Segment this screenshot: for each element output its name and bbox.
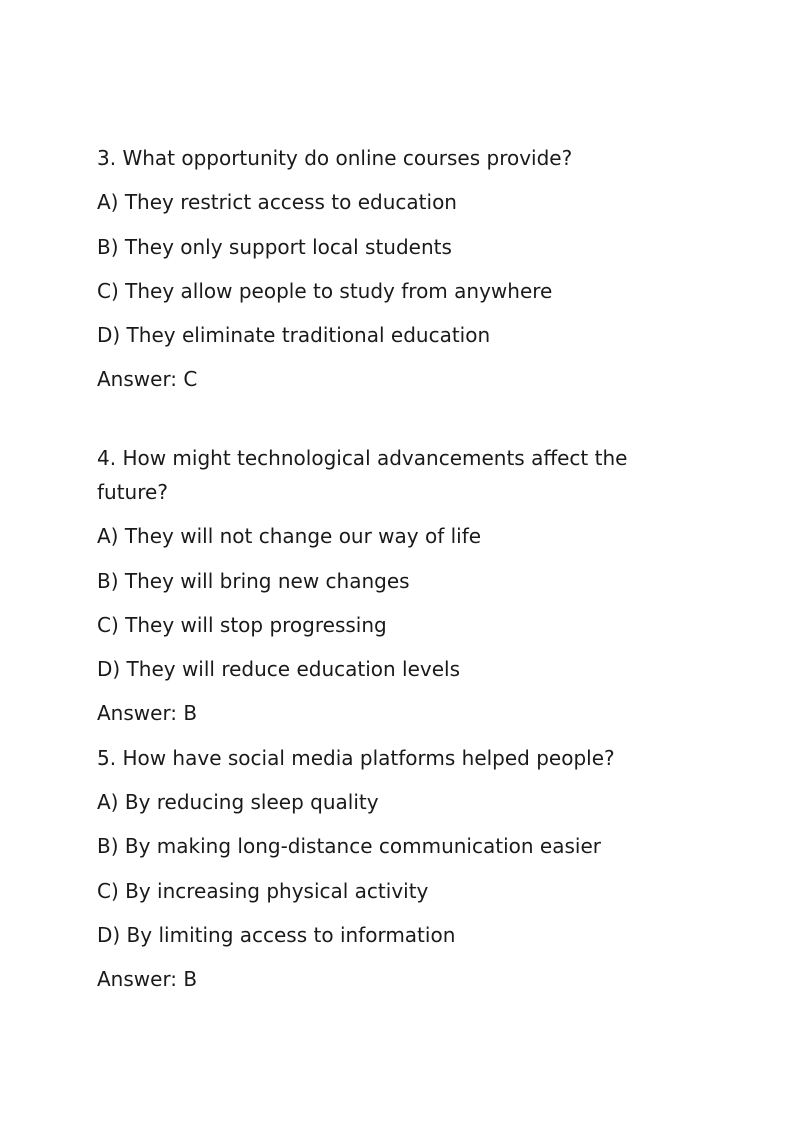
document-page (97, 141, 657, 1007)
answer-text: Answer: B (97, 701, 198, 726)
option-a: A) By reducing sleep quality (97, 790, 379, 815)
question-text: 4. How might technological advancements affect the future? (97, 445, 628, 504)
option-c: C) By increasing physical activity (97, 878, 429, 903)
option-d: D) They will reduce education levels (97, 657, 461, 682)
option-b: B) They only support local students (97, 234, 452, 259)
question-block-4 (97, 441, 657, 730)
question-text: 3. What opportunity do online courses provide? (97, 146, 573, 170)
option-c: C) They will stop progressing (97, 612, 387, 637)
answer-text: Answer: C (97, 367, 198, 392)
option-a: A) They will not change our way of life (97, 524, 482, 549)
question-block-5 (97, 741, 657, 996)
question-text: 5. How have social media platforms helped people? (97, 745, 615, 770)
answer-text: Answer: B (97, 967, 198, 992)
option-a: A) They restrict access to education (97, 190, 457, 215)
option-d: D) They eliminate traditional education (97, 323, 491, 348)
option-c: C) They allow people to study from anywhere (97, 278, 553, 303)
option-d: D) By limiting access to information (97, 922, 456, 947)
question-block-3 (97, 141, 657, 396)
option-b: B) By making long-distance communication easier (97, 834, 601, 859)
option-b: B) They will bring new changes (97, 568, 410, 593)
